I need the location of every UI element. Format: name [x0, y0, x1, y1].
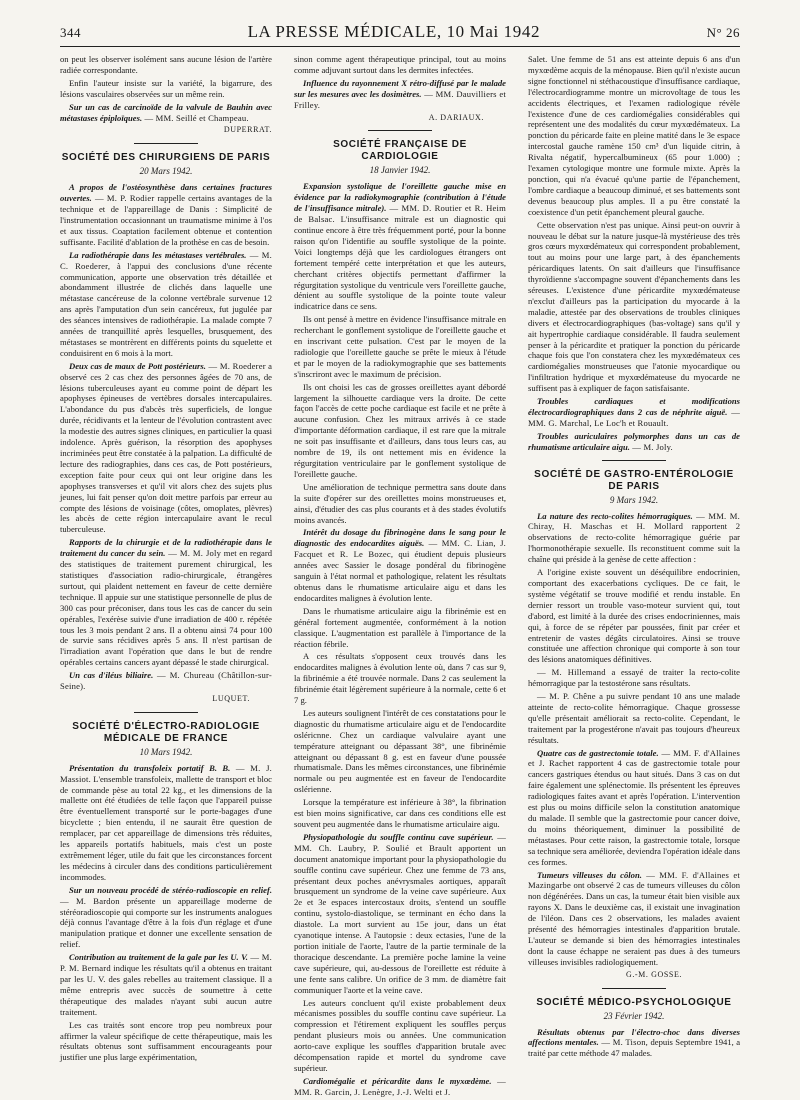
entry-title: Un cas d'iléus biliaire. — [69, 670, 154, 681]
signature: DUPERRAT. — [223, 125, 272, 135]
paragraph: Les cas traités sont encore trop peu nombreux pour affirmer la valeur spécifique de cette thérapeutique, mais les résultats obtenus sont suffisamment encourageants pour justifier une plus large expérimentation, — [60, 1019, 272, 1063]
entry-title: Présentation du transfoleix portatif B. B. — [69, 762, 231, 773]
entry-authors: — MM. D. Routier et R. Heim de Balsac. — [294, 203, 506, 225]
entry-title: Troubles auriculaires polymorphes dans un cas de rhumatisme articulaire aigu. — [528, 430, 740, 452]
entry-text: met en regard des statistiques de traitement purement chirurgical, les statistiques d'association radio-chirurgicale, étrangères surtout, qui plaident nettement en faveur de cette dernière technique. Il appuie sur une statistique personnelle de plus de 300 cas pour préconiser, dans tous les cas de cancer du sein opérables, l'exérèse suivie d'une irradiation de 400 r. répétée tous les 3 mois pendant 2 ans. Il a obtenu ainsi 74 pour 100 de survie sans récidives après 5 ans. Il n'est partisan de l'irradiation avant l'opération que dans le but de rendre opérables certains cancers ayant dépassé le stade chirurgical. — [60, 548, 273, 668]
communication-entry — [294, 181, 506, 312]
paragraph: Ils ont choisi les cas de grosses oreillettes ayant débordé largement la silhouette cardiaque vers la droite. De cette façon l'accès de cette poche cardiaque est facile et ne prête à aucune confusion. Chez les mitraux arrivés à ce stade d'importante déformation cardiaque, il est rare que la mitrale ne soit pas insuffisante et d'ailleurs, dans tous leurs cas, au nombre de 19, ils ont nettement mis en évidence la régurgitation ventriculaire par le gonflement systolique de l'oreillette gauche. — [294, 381, 506, 479]
communication-entry — [60, 885, 272, 950]
entry-authors: — M. P. Chêne — [537, 691, 596, 702]
entry-authors: — M. Bardon — [60, 895, 120, 906]
entry-authors: — MM. Dauvilliers et Frilley. — [294, 88, 506, 110]
entry-authors: — MM. F. d'Allaines et J. Rachet — [528, 747, 740, 769]
entry-authors: — M. C. Roederer, — [60, 249, 272, 271]
society-heading: SOCIÉTÉ MÉDICO-PSYCHOLOGIQUE — [536, 996, 732, 1008]
society-heading: SOCIÉTÉ FRANÇAISE DE CARDIOLOGIE — [333, 139, 467, 163]
column-1 — [60, 54, 272, 1100]
session-date: 18 Janvier 1942. — [369, 165, 431, 176]
session-date: 23 Février 1942. — [603, 1010, 665, 1021]
entry-title: Cardiomégalie et péricardite dans le myxœdème. — [303, 1075, 492, 1086]
communication-entry — [294, 527, 506, 603]
entry-text: ont observé 2 cas de tumeurs villeuses du côlon non dégénérées. Dans un cas, la tumeur était bien visible aux rayons X. Dans le deuxième cas, il existait une invagination de l'iléon. Dans ces 2 observations, les malades avaient présenté des hémorragies intestinales d'apparition brutale. L'auteur se demande si bien des hémorragies intestinales dont la cause échappe ne seraient pas dues à des tumeurs villeuses invisibles radiologiquement. — [528, 880, 740, 967]
entry-title: Troubles cardiaques et modifications électrocardiographiques dans 2 cas de néphrite aiguë. — [528, 396, 740, 417]
page-number: 344 — [60, 25, 81, 40]
entry-title: Quatre cas de gastrectomie totale. — [537, 747, 659, 758]
communication-entry — [528, 667, 740, 689]
entry-authors: — M. Joly. — [629, 441, 673, 452]
paragraph: Salet. Une femme de 51 ans est atteinte depuis 6 ans d'un myxœdème acquis de la ménopause. Bien qu'il n'existe aucun signe fonctionnel ni stéthacoustique d'insuffisance cardiaque, l'électrocardiogramme montre un microvoltage de tous les accidents électriques, et l'examen radiologique révèle l'existence d'une de ces cardiomégalies considérables qui représentent une des modalités du cœur myxœdémateux. La ponction du péricarde faite en pleine matité dans le 3e espace intercostal gauche ramène 150 cm³ d'un liquide citrin, à Rivalta négatif, hypercalbumineux (65 pour 1.000) ; l'examen cytologique montre une formule mixte. Après la ponction, qui n'a évacué qu'une partie de l'épanchement, l'ombre cardiaque a beaucoup diminué, et ses battements sont devenus beaucoup plus amples. Il a pu être constaté la coexistence d'un petit épanchement pleural gauche. — [528, 54, 740, 217]
communication-entry — [60, 952, 272, 1017]
entry-title: Rapports de la chirurgie et de la radiothérapie dans le traitement du cancer du sein. — [60, 537, 272, 559]
entry-authors: — MM. C. Lian, J. Facquet et R. Le Bozec, — [294, 538, 506, 560]
communication-entry — [294, 832, 506, 996]
section-divider — [602, 988, 666, 989]
society-heading: SOCIÉTÉ D'ÉLECTRO-RADIOLOGIE MÉDICALE DE FRANCE — [72, 720, 260, 744]
entry-text: indique les résultats qu'il a obtenus en traitant par les U. V. des gales rebelles au traitement classique. Il a même entrepris avec succès de soumettre à cette thérapeutique des malades n'ayant subi aucun autre traitement. — [60, 963, 272, 1017]
entry-text: présente un appareillage moderne de stéréoradioscopie qui comporte sur les instruments analogues déjà connus l'avantage d'être à la fois d'un réglage et d'une manipulation pratique et donner une excellente sensation de relief. — [60, 895, 272, 950]
entry-authors: — MM. R. Garcin, J. Lenègre, J.-J. Welti et J. — [294, 1075, 506, 1097]
entry-title: Intérêt du dosage du fibrinogène dans le sang pour le diagnostic des endocardites aiguës. — [294, 527, 506, 549]
paragraph: A l'origine existe souvent un déséquilibre endocrinien, comportant des exacerbations cycliques. De ce fait, le système végétatif se trouve modifié et rendu instable. En dernier ressort un trouble vaso-moteur survient qui, tout d'abord, est limité à la durée des crises endocriniennes, mais qui, à force de se répéter par poussées, finit par créer et entretenir de vastes dégâts circulatoires. Ainsi se trouve constituée une affection chronique qui comporte à son tour des lésions anatomiques définitives. — [528, 567, 740, 665]
entry-authors: — MM. Seillé et Champeau. — [142, 112, 249, 123]
communication-entry — [528, 396, 740, 429]
entry-title: La radiothérapie dans les métastases vertébrales. — [69, 249, 247, 260]
paragraph: Ils ont pensé à mettre en évidence l'insuffisance mitrale en recherchant le gonflement systolique de l'oreillette gauche et en inscrivant cette pulsation. C'est par le moyen de la radiologie que l'oreillette gauche se prête le mieux à l'étude et par le moyen de la radiokymographie que ses battements s'inscriront avec le maximum de précision. — [294, 314, 506, 379]
paragraph: sinon comme agent thérapeutique principal, tout au moins comme adjuvant surtout dans les dermites infectées. — [294, 54, 506, 75]
entry-text: a pu suivre pendant 10 ans une malade atteinte de recto-colite hémorragique. Chaque grossesse qu'elle présentait améliorait sa recto-colite. Cependant, le traitement par la progestérone n'avait pas toujours d'heureux résultats. — [528, 691, 741, 745]
paragraph: Dans le rhumatisme articulaire aigu la fibrinémie est en général fortement augmentée, conformément à la notion classique. L'augmentation est parallèle à l'importance de la réaction fébrile. — [294, 605, 506, 649]
communication-entry — [60, 102, 272, 124]
communication-entry — [528, 431, 740, 453]
entry-authors: — MM. M. Chiray, H. Maschas et H. Mollard — [528, 510, 740, 532]
entry-authors: — MM. G. Marchal, Le Loc'h et Rouault. — [528, 407, 740, 428]
signature: LUQUET. — [212, 693, 250, 703]
entry-text: à l'appui des conclusions d'une récente communication, apporte une observation très détaillée et abondamment illustrée de clichés dans laquelle une métastase cancéreuse de la colonne vertébrale survenue 12 ans après l'amputation d'un sein cancéreux, fut jugulée par des séances intensives de radiothérapie. La malade compte 7 années de tranquillité après lesquelles, brusquement, des métastases se montrèrent en différents points du squelette et conduisirent en 6 mois à la mort. — [60, 260, 272, 358]
entry-text: L'ensemble transfoleix, mallette de transport et bloc de commande pèse au total 22 kg., et les dimensions de la mallette ont été étudiées de telle façon que l'appareil puisse être éventuellement transporté sur le porte-bagages d'une bicyclette ; bien entendu, il ne saurait être question de remplacer, par cet appareillage de dimensions très réduites, les appareils portatifs habituels, mais c'est un poste extrêmement léger, utile du fait que les circonstances forcent les médecins à circuler dans des conditions particulièrement incommodes. — [60, 773, 272, 882]
entry-authors: — M. Chureau (Châtillon-sur-Seine). — [60, 670, 272, 692]
paragraph: Les auteurs soulignent l'intérêt de ces constatations pour le diagnostic du rhumatisme articulaire aigu et de l'endocardite osléricnne. Chez un cardiaque valvulaire ayant une température atteignant ou dépassant 38°, une fibrinémie atteignant ou dépassant 8 g. est en faveur d'une poussée rhumatismale. Dans les mêmes circonstances, une fibrinémie normale ou peu augmentée est en faveur de l'endocardite oslérienne. — [294, 707, 506, 795]
communication-entry — [294, 1076, 506, 1098]
entry-authors: — MM. Ch. Laubry, P. Soulié et Brault — [294, 831, 506, 853]
communication-entry — [60, 670, 272, 692]
entry-text: rappelle certains avantages de la technique et de l'appareillage de Danis : Simplicité de l'instrumentation occasionnant un traumatisme minime à l'os et aux tissus. Coaptation facilement obtenue et contention suffisante. Facilité d'ablation de la prothèse en cas de besoin. — [60, 193, 272, 247]
communication-entry — [528, 511, 740, 566]
signature: G.-M. GOSSE. — [625, 969, 683, 979]
communication-entry — [528, 691, 740, 746]
paragraph: Les auteurs concluent qu'il existe probablement deux mécanismes possibles du souffle continu cave supérieur. La compression et l'étirement expliquent les souffles perçus pendant plusieurs mois ou années. Une communication aorto-cave explique les souffles d'apparition brutale avec décompensation rapide et mortel du syndrome cave supérieur. — [294, 997, 506, 1073]
paragraph: Une amélioration de technique permettra sans doute dans la suite d'opérer sur des oreillettes moins monstrueuses et, ainsi, d'étudier des cas plus courants et à des stades évolutifs moins avancés. — [294, 481, 506, 525]
text-columns — [60, 54, 741, 1097]
entry-title: Influence du rayonnement X rétro-diffusé par le malade sur les mesures avec les dosimètres. — [294, 77, 506, 99]
entry-text: rapportent 4 cas de gastrectomie totale pour cancers gastriques étendus ou haut situés. Dans 3 cas on dut faire également une splénectomie. Ils présentent les épreuves radiologiques faites avant et après l'opération. L'intervention est plus ou moins difficile selon la constitution anatomique du malade. Il semble que la gastrectomie pour cancer doive, du moins théoriquement, diminuer la possibilité de métastases. Pour cette raison, la gastrectomie totale, lorsque sa technique sera améliorée, deviendra l'opération idéale dans ces formes. — [528, 758, 740, 867]
header-rule — [60, 46, 740, 47]
section-divider — [368, 130, 432, 131]
signature: A. DARIAUX. — [428, 112, 484, 122]
issue-number: N° 26 — [706, 25, 740, 40]
entry-authors: — MM. F. d'Allaines et Mazingarbe — [528, 869, 740, 891]
entry-title: Sur un nouveau procédé de stéréo-radioscopie en relief. — [69, 884, 272, 895]
entry-text: L'insuffisance mitrale est un diagnostic qui continue encore à être très fréquemment porté, pour la bonne raison qu'on l'identifie au souffle systolique de la pointe. Voici longtemps déjà que les cardiologues étrangers ont fortement tempéré cette interprétation et que les auteurs, cherchant critères objectifs permettant d'affirmer la régurgitation systolique du ventricule vers l'oreillette gauche, dénient au souffle systolique de la pointe toute valeur indicatrice dans ce sens. — [294, 214, 506, 312]
communication-entry — [294, 78, 506, 111]
communication-entry — [528, 748, 740, 868]
communication-entry — [60, 250, 272, 359]
paragraph: Lorsque la température est inférieure à 38°, la fibrination est bien moins significative, car dans ces conditions elle est souvent peu augmentée dans le rhumatisme articulaire aigu. — [294, 797, 506, 829]
communication-entry — [528, 1027, 740, 1060]
entry-text: a observé ces 2 cas chez des personnes âgées de 70 ans, de lésions tuberculeuses ayant eu comme point de départ les apophyses épineuses de vertèbres dorsales intercapulaires. L'abondance du pus d'abcès très superficiels, de longue durée, récidivants et la lenteur de l'évolution contrastent avec la modestie des autres signes cliniques, en particulier la quasi indolence. Après guérison, la résorption des apophyses incriminées peut être constatée à la palpation. La difficulté de lecture des radiographies, dans ces cas, de Pott postérieurs, exception faite pour ceux qui ont leur origine dans les apophyses transverses et qu'il vit alors chez des sujets plus jeunes, lui fait penser qu'on doit mettre parfois par erreur au compte des lésions de voisinage (côtes, omoplates, plèvres) les abcès de cette région intercapulaire avant le recul tuberculeuse. — [60, 360, 272, 535]
entry-title: Deux cas de maux de Pott postérieurs. — [69, 360, 206, 371]
paragraph: Cette observation n'est pas unique. Ainsi peut-on ouvrir à nouveau le débat sur la nature jusque-là mystérieuse des très gros cœurs myxœdémateux qui correspondent probablement, tout au moins pour une large part, à des épanchements péricardiques latents. On sait d'ailleurs que l'insuffisance thyroïdienne s'accompagne souvent d'épanchements dans les séreuses. L'existence d'une péricardite myxœdémateuse n'exclut d'ailleurs pas la participation du myocarde à la maladie, attestée par des observations de troubles cliniques divers et électrocardiographiques (bas-voltage) sans qu'il y ait hypertrophie cardiaque considérable. Il faudra seulement penser à la péricardite et pratiquer la ponction du péricarde chaque fois que l'on constatera chez les myxœdémateux ces cardiomégalies monstrueuses que l'atonie myocardique ou l'infiltration hydrique et myxœdémateuse du myocarde ne suffisent pas à expliquer de façon satisfaisante. — [528, 219, 740, 394]
paragraph: A ces résultats s'opposent ceux trouvés dans les endocardites malignes à évolution lente où, dans 7 cas sur 9, la fibrinémie a été trouvée normale. Dans 2 cas seulement la fibrinémie était légèrement supérieure à la normale, cette 6 et 7 g. — [294, 651, 506, 706]
session-date: 9 Mars 1942. — [609, 494, 659, 505]
entry-title: Résultats obtenus par l'électro-choc dans diverses affections mentales. — [528, 1026, 740, 1048]
entry-title: Expansion systolique de l'oreillette gauche mise en évidence par la radiokymographie (contribution à l'étude de l'insuffisance mitrale). — [294, 181, 506, 214]
entry-authors: — M. M. Joly — [165, 548, 222, 559]
society-heading: SOCIÉTÉ DE GASTRO-ENTÉROLOGIE DE PARIS — [534, 468, 734, 492]
entry-authors: — M. Hillemand — [537, 667, 606, 678]
entry-authors: — M. P. Rodier — [91, 193, 155, 204]
entry-text: apportent un document anatomique important pour la physiopathologie du souffle continu cave supérieur. Chez une femme de 73 ans, présentant deux poches anévrysmales aortiques, apparaît brusquement un syndrome de la veine cave supérieure. Aux 2e et 3e espaces intercostaux droits, s'entend un souffle continu, systolo-diastolique, se terminant en écho dans la diastole. La mort survient au 15e jour, dans un état cyanotique intense. A l'autopsie : deux ectasies, l'une de la portion initiale de l'aorte, l'autre de la partie terminale de la thoracique descendante. La première poche lamine la veine cave supérieure, qui, au-dessous de l'oreillette est réduite à une fente sans calibre. Un orifice de 3 mm. de diamètre fait communiquer l'aorte et la veine cave. — [294, 842, 506, 995]
entry-text: a essayé de traiter la recto-colite hémorragique par la testostérone sans résultats. — [528, 667, 740, 689]
section-divider — [602, 460, 666, 461]
entry-title: Tumeurs villeuses du côlon. — [537, 869, 642, 880]
section-divider — [134, 712, 198, 713]
column-3 — [528, 54, 740, 1100]
entry-authors: — M. Tison, — [598, 1037, 649, 1048]
entry-title: Contribution au traitement de la gale par les U. V. — [69, 952, 248, 963]
entry-authors: — M. P. M. Bernard — [60, 952, 272, 974]
communication-entry — [60, 361, 272, 536]
column-2 — [294, 54, 506, 1100]
entry-text: qui étudient depuis plusieurs années avec Sassier le dosage pondéral du fibrinogène sanguin à l'état normal et pathologique, relatent les résultats obtenus dans le rhumatisme articulaire aigu et dans les endocardites malignes à évolution lente. — [294, 549, 506, 603]
entry-text: depuis Septembre 1941, a traité par cette méthode 47 malades. — [528, 1037, 741, 1059]
society-heading: SOCIÉTÉ DES CHIRURGIENS DE PARIS — [61, 152, 271, 164]
section-divider — [134, 143, 198, 144]
entry-authors: — M. Roederer — [205, 360, 266, 371]
communication-entry — [528, 870, 740, 968]
communication-entry — [60, 763, 272, 883]
entry-text: rapportent 2 observations de recto-colite hémorragique guérie par l'hormonothérapie sexuelle. Ils reconstituent comme suit la chaîne qui préside à la genèse de cette affection : — [528, 521, 740, 565]
entry-title: La nature des recto-colites hémorragiques. — [537, 510, 693, 521]
journal-title: LA PRESSE MÉDICALE, 10 Mai 1942 — [247, 22, 541, 41]
page-header — [60, 22, 740, 44]
communication-entry — [60, 537, 272, 668]
entry-title: A propos de l'ostéosynthèse dans certaines fractures ouvertes. — [60, 182, 272, 204]
session-date: 10 Mars 1942. — [139, 746, 193, 757]
communication-entry — [60, 182, 272, 247]
entry-title: Sur un cas de carcinoïde de la valvule de Bauhin avec métastases épiploïques. — [60, 101, 272, 123]
paragraph: Enfin l'auteur insiste sur la variété, la bigarrure, des lésions vasculaires observées sur un même rein. — [60, 77, 272, 99]
entry-authors: — M. J. Massiot. — [60, 762, 273, 784]
session-date: 20 Mars 1942. — [139, 166, 193, 177]
paragraph: on peut les observer isolément sans aucune lésion de l'artère radiée correspondante. — [60, 54, 272, 75]
entry-title: Physiopathologie du souffle continu cave supérieur. — [303, 831, 494, 842]
